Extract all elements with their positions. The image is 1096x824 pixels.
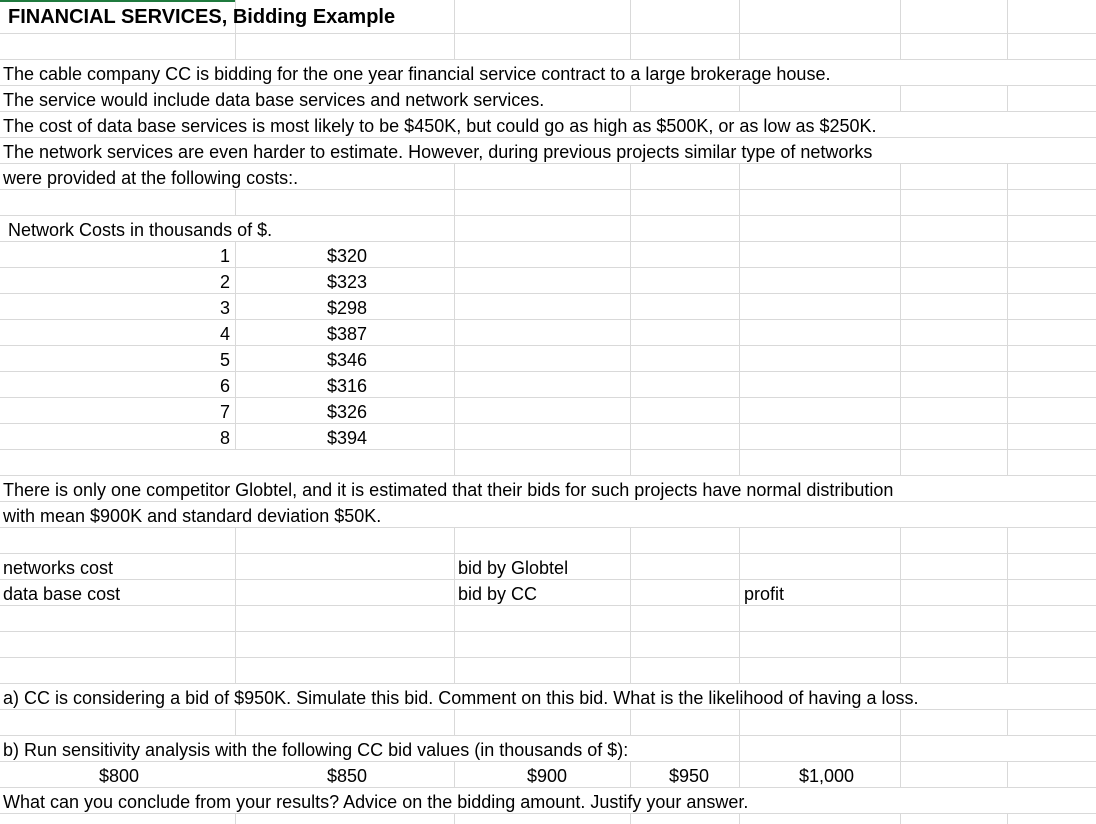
sheet-title[interactable]: FINANCIAL SERVICES, Bidding Example: [8, 6, 396, 28]
question-a[interactable]: a) CC is considering a bid of $950K. Simulate this bid. Comment on this bid. What is the likelihood of having a loss.: [3, 688, 919, 708]
network-index-cell[interactable]: 4: [219, 324, 230, 344]
bid-cc-label[interactable]: bid by CC: [458, 584, 538, 604]
network-cost-value-cell[interactable]: $320: [326, 246, 367, 266]
network-costs-header[interactable]: Network Costs in thousands of $.: [8, 220, 273, 240]
networks-cost-label[interactable]: networks cost: [3, 558, 114, 578]
intro-line-1[interactable]: The cable company CC is bidding for the one year financial service contract to a large brokerage house.: [3, 64, 831, 84]
network-index-cell[interactable]: 1: [219, 246, 230, 266]
network-index-cell[interactable]: 5: [219, 350, 230, 370]
intro-line-4[interactable]: The network services are even harder to estimate. However, during previous projects similar type of networks: [3, 142, 873, 162]
question-b[interactable]: b) Run sensitivity analysis with the following CC bid values (in thousands of $):: [3, 740, 629, 760]
bid-value-cell[interactable]: $800: [98, 766, 139, 786]
network-index-cell[interactable]: 8: [219, 428, 230, 448]
intro-line-3[interactable]: The cost of data base services is most likely to be $450K, but could go as high as $500K, or as low as $250K.: [3, 116, 877, 136]
network-cost-value-cell[interactable]: $394: [326, 428, 367, 448]
network-index-cell[interactable]: 3: [219, 298, 230, 318]
network-index-cell[interactable]: 7: [219, 402, 230, 422]
network-cost-value-cell[interactable]: $316: [326, 376, 367, 396]
network-index-cell[interactable]: 2: [219, 272, 230, 292]
competitor-line-2[interactable]: with mean $900K and standard deviation $50K.: [3, 506, 382, 526]
network-cost-value-cell[interactable]: $323: [326, 272, 367, 292]
network-cost-value-cell[interactable]: $387: [326, 324, 367, 344]
data-base-cost-label[interactable]: data base cost: [3, 584, 121, 604]
competitor-line-1[interactable]: There is only one competitor Globtel, and it is estimated that their bids for such projects have normal distribution: [3, 480, 894, 500]
intro-line-5[interactable]: were provided at the following costs:.: [3, 168, 299, 188]
intro-line-2[interactable]: The service would include data base services and network services.: [3, 90, 545, 110]
network-cost-value-cell[interactable]: $298: [326, 298, 367, 318]
bid-value-cell[interactable]: $950: [668, 766, 709, 786]
bid-globtel-label[interactable]: bid by Globtel: [458, 558, 569, 578]
bid-value-cell[interactable]: $900: [526, 766, 567, 786]
question-b-followup[interactable]: What can you conclude from your results? Advice on the bidding amount. Justify your answer.: [3, 792, 749, 812]
profit-label[interactable]: profit: [744, 584, 785, 604]
bid-value-cell[interactable]: $850: [326, 766, 367, 786]
active-cell-indicator: [0, 0, 235, 2]
bid-value-cell[interactable]: $1,000: [798, 766, 854, 786]
network-index-cell[interactable]: 6: [219, 376, 230, 396]
network-cost-value-cell[interactable]: $346: [326, 350, 367, 370]
network-cost-value-cell[interactable]: $326: [326, 402, 367, 422]
